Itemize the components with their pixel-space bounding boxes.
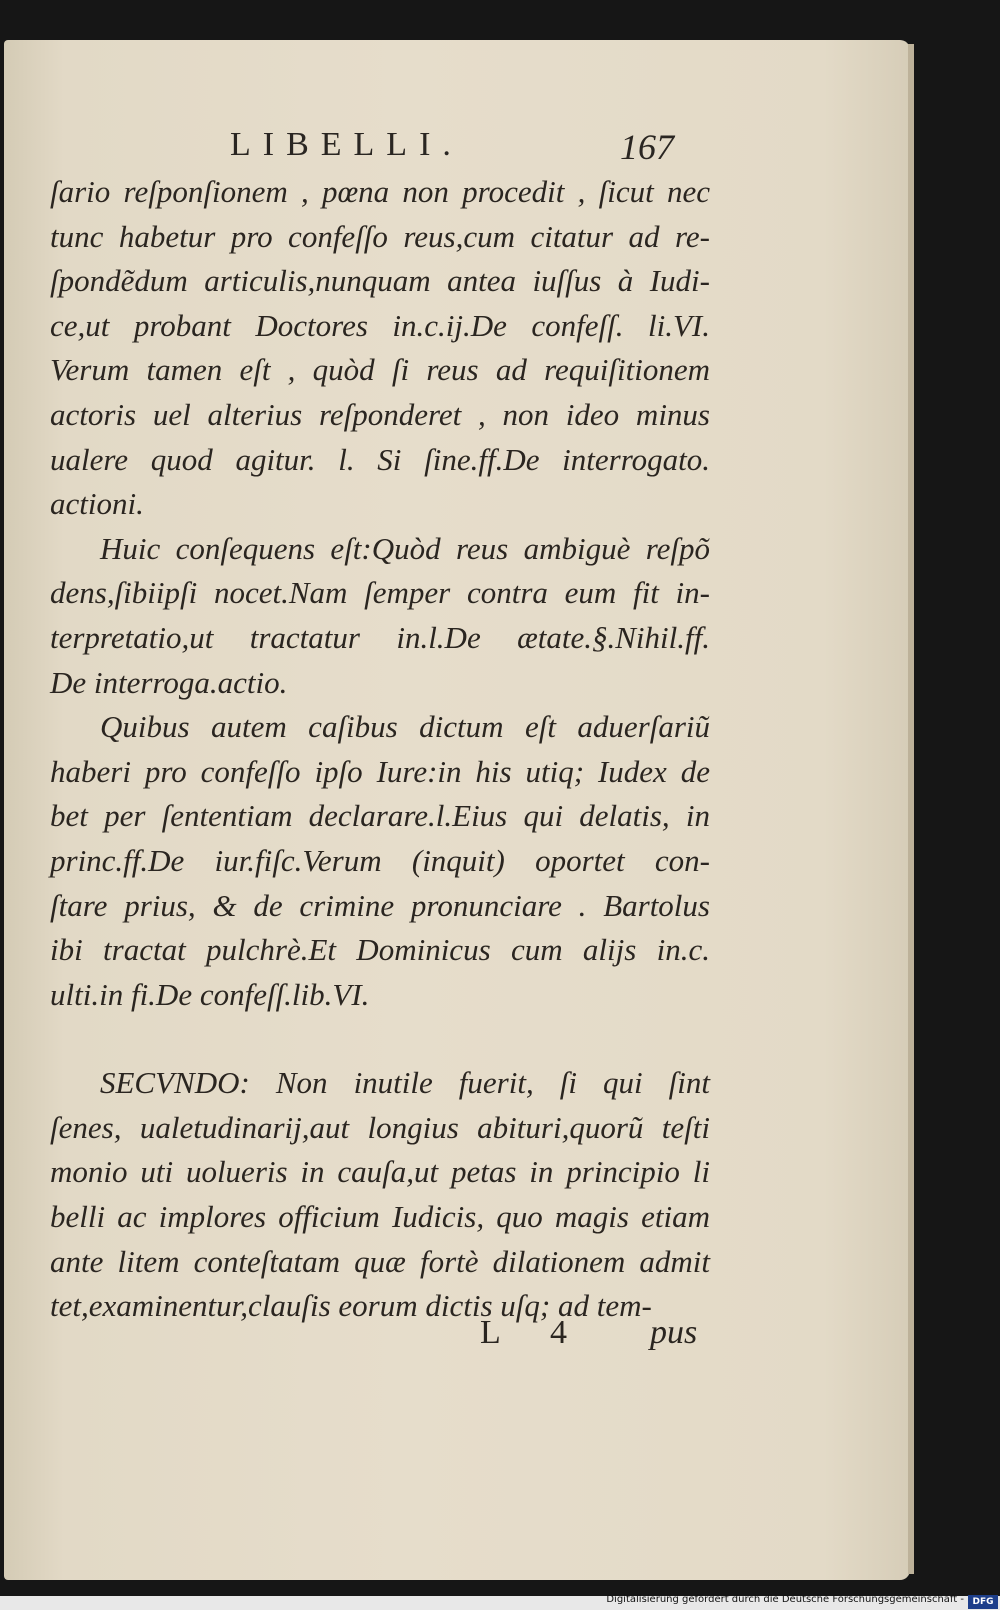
text-block bbox=[50, 170, 710, 1329]
text-line: tunc habetur pro confeſſo reus,cum citatur ad re- bbox=[50, 218, 710, 254]
paragraph-gap bbox=[50, 1017, 710, 1061]
digitization-credit: Digitalisierung gefördert durch die Deutsche Forschungsgemeinschaft - bbox=[606, 1594, 964, 1605]
text-line: haberi pro confeſſo ipſo Iure:in his utiq; Iudex de bbox=[50, 753, 710, 789]
running-head: LIBELLI. bbox=[230, 126, 463, 163]
text-line: ſtare prius, & de crimine pronunciare . Bartolus bbox=[50, 887, 710, 923]
text-line: ulti.in fi.De confeſſ.lib.VI. bbox=[50, 976, 370, 1012]
text-line: dens,ſibiipſi nocet.Nam ſemper contra eum fit in- bbox=[50, 575, 710, 611]
text-line: ſpondẽdum articulis,nunquam antea iuſſus à Iudi- bbox=[50, 263, 710, 299]
text-line: actioni. bbox=[50, 486, 144, 522]
text-line: princ.ff.De iur.fiſc.Verum (inquit) oportet con- bbox=[50, 842, 710, 878]
signature-letter: L bbox=[480, 1314, 501, 1351]
text-line: ualere quod agitur. l. Si ſine.ff.De interrogato. bbox=[50, 441, 710, 477]
text-line: ce,ut probant Doctores in.c.ij.De confeſſ. li.VI. bbox=[50, 307, 710, 343]
paragraph bbox=[50, 170, 710, 527]
text-line: ſenes, ualetudinarij,aut longius abituri,quorũ teſti bbox=[50, 1109, 710, 1145]
page-footer bbox=[470, 1314, 700, 1358]
text-line: SECVNDO: Non inutile fuerit, ſi qui ſint bbox=[100, 1065, 710, 1101]
text-line: Huic conſequens eſt:Quòd reus ambiguè reſpõ bbox=[100, 530, 710, 566]
text-line: Quibus autem caſibus dictum eſt aduerſariũ bbox=[100, 709, 710, 745]
signature-number: 4 bbox=[550, 1314, 567, 1351]
text-line: ſario reſponſionem , pœna non procedit , ſicut nec bbox=[50, 174, 710, 209]
dfg-logo: DFG bbox=[968, 1595, 998, 1609]
text-line: actoris uel alterius reſponderet , non ideo minus bbox=[50, 396, 710, 432]
text-line: ibi tractat pulchrè.Et Dominicus cum alijs in.c. bbox=[50, 932, 710, 968]
text-line: tet,examinentur,clauſis eorum dictis uſq; ad tem- bbox=[50, 1288, 652, 1324]
text-line: Verum tamen eſt , quòd ſi reus ad requiſitionem bbox=[50, 352, 710, 388]
text-line: bet per ſententiam declarare.l.Eius qui delatis, in bbox=[50, 798, 710, 834]
page-number: 167 bbox=[620, 127, 674, 167]
text-line: monio uti uolueris in cauſa,ut petas in principio li bbox=[50, 1154, 710, 1190]
catchword: pus bbox=[650, 1314, 698, 1351]
paragraph bbox=[50, 1061, 710, 1329]
paragraph bbox=[50, 705, 710, 1017]
text-line: ante litem conteſtatam quæ fortè dilationem admit bbox=[50, 1243, 710, 1279]
text-line: belli ac implores officium Iudicis, quo magis etiam bbox=[50, 1199, 710, 1235]
page-edge bbox=[908, 44, 914, 1574]
text-line: De interroga.actio. bbox=[50, 664, 288, 700]
text-line: terpretatio,ut tractatur in.l.De ætate.§.Nihil.ff. bbox=[50, 619, 710, 655]
paragraph bbox=[50, 527, 710, 705]
